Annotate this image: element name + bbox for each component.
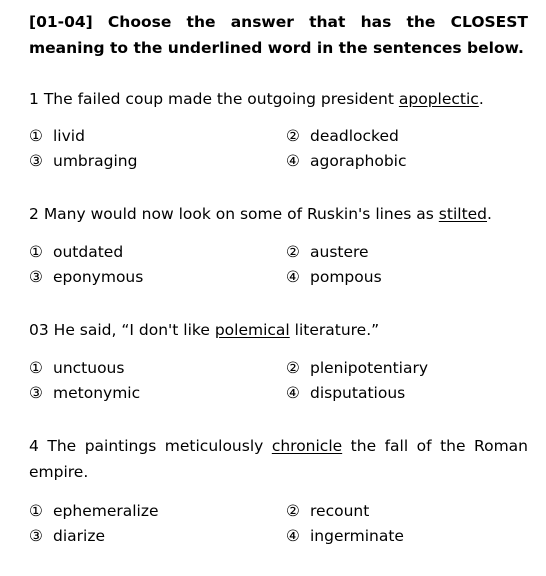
option-text: unctuous: [53, 359, 125, 377]
question-text-post: .: [478, 90, 484, 108]
option-text: eponymous: [53, 268, 144, 286]
option-text: diarize: [53, 527, 105, 545]
option-text: recount: [310, 502, 370, 520]
question-4: [29, 433, 528, 485]
option-text: disputatious: [310, 384, 406, 402]
circled-number-2: ②: [286, 359, 300, 377]
option-text: plenipotentiary: [310, 359, 428, 377]
circled-number-3: ③: [29, 152, 43, 170]
answer-options-3: [29, 356, 528, 406]
option-3[interactable]: [29, 524, 286, 549]
option-4[interactable]: [286, 265, 528, 290]
circled-number-1: ①: [29, 127, 43, 145]
option-2[interactable]: [286, 124, 528, 149]
circled-number-3: ③: [29, 527, 43, 545]
option-2[interactable]: [286, 499, 528, 524]
underlined-word: apoplectic: [398, 90, 479, 108]
answer-options-2: [29, 240, 528, 290]
option-1[interactable]: [29, 124, 286, 149]
question-text-post: literature.”: [289, 321, 380, 339]
option-3[interactable]: [29, 149, 286, 174]
underlined-word: polemical: [214, 321, 290, 339]
circled-number-3: ③: [29, 268, 43, 286]
circled-number-1: ①: [29, 359, 43, 377]
option-2[interactable]: [286, 356, 528, 381]
option-text: ingerminate: [310, 527, 404, 545]
option-text: deadlocked: [310, 127, 399, 145]
option-text: ephemeralize: [53, 502, 159, 520]
answer-options-4: [29, 499, 528, 549]
answer-options-1: [29, 124, 528, 174]
underlined-word: stilted: [438, 205, 488, 223]
option-3[interactable]: [29, 381, 286, 406]
option-text: agoraphobic: [310, 152, 407, 170]
question-text-pre: Many would now look on some of Ruskin's lines as: [43, 205, 439, 223]
option-1[interactable]: [29, 499, 286, 524]
question-text-continuation: empire.: [29, 463, 89, 481]
option-text: livid: [53, 127, 85, 145]
circled-number-1: ①: [29, 243, 43, 261]
circled-number-2: ②: [286, 243, 300, 261]
question-number: 2: [29, 205, 39, 223]
circled-number-4: ④: [286, 527, 300, 545]
question-text-pre: The failed coup made the outgoing president: [43, 90, 399, 108]
option-4[interactable]: [286, 524, 528, 549]
underlined-word: chronicle: [271, 437, 343, 455]
option-text: metonymic: [53, 384, 141, 402]
instructions-heading: [01-04] Choose the answer that has the CLOSEST meaning to the underlined word in the sentences below.: [29, 13, 528, 57]
option-3[interactable]: [29, 265, 286, 290]
option-4[interactable]: [286, 149, 528, 174]
option-text: pompous: [310, 268, 382, 286]
circled-number-1: ①: [29, 502, 43, 520]
circled-number-2: ②: [286, 502, 300, 520]
option-text: outdated: [53, 243, 124, 261]
question-text-post: the fall of the Roman: [342, 437, 528, 455]
question-number: 03: [29, 321, 49, 339]
question-2: [29, 201, 528, 227]
question-number: 4: [29, 437, 39, 455]
option-text: austere: [310, 243, 369, 261]
question-text-pre: The paintings meticulously: [47, 437, 272, 455]
question-3: [29, 317, 528, 343]
circled-number-4: ④: [286, 268, 300, 286]
circled-number-4: ④: [286, 384, 300, 402]
option-4[interactable]: [286, 381, 528, 406]
circled-number-4: ④: [286, 152, 300, 170]
option-1[interactable]: [29, 240, 286, 265]
option-1[interactable]: [29, 356, 286, 381]
question-text-pre: He said, “I don't like: [53, 321, 215, 339]
question-text-post: .: [487, 205, 492, 223]
circled-number-2: ②: [286, 127, 300, 145]
option-2[interactable]: [286, 240, 528, 265]
option-text: umbraging: [53, 152, 138, 170]
circled-number-3: ③: [29, 384, 43, 402]
question-number: 1: [29, 90, 39, 108]
question-1: [29, 86, 528, 112]
